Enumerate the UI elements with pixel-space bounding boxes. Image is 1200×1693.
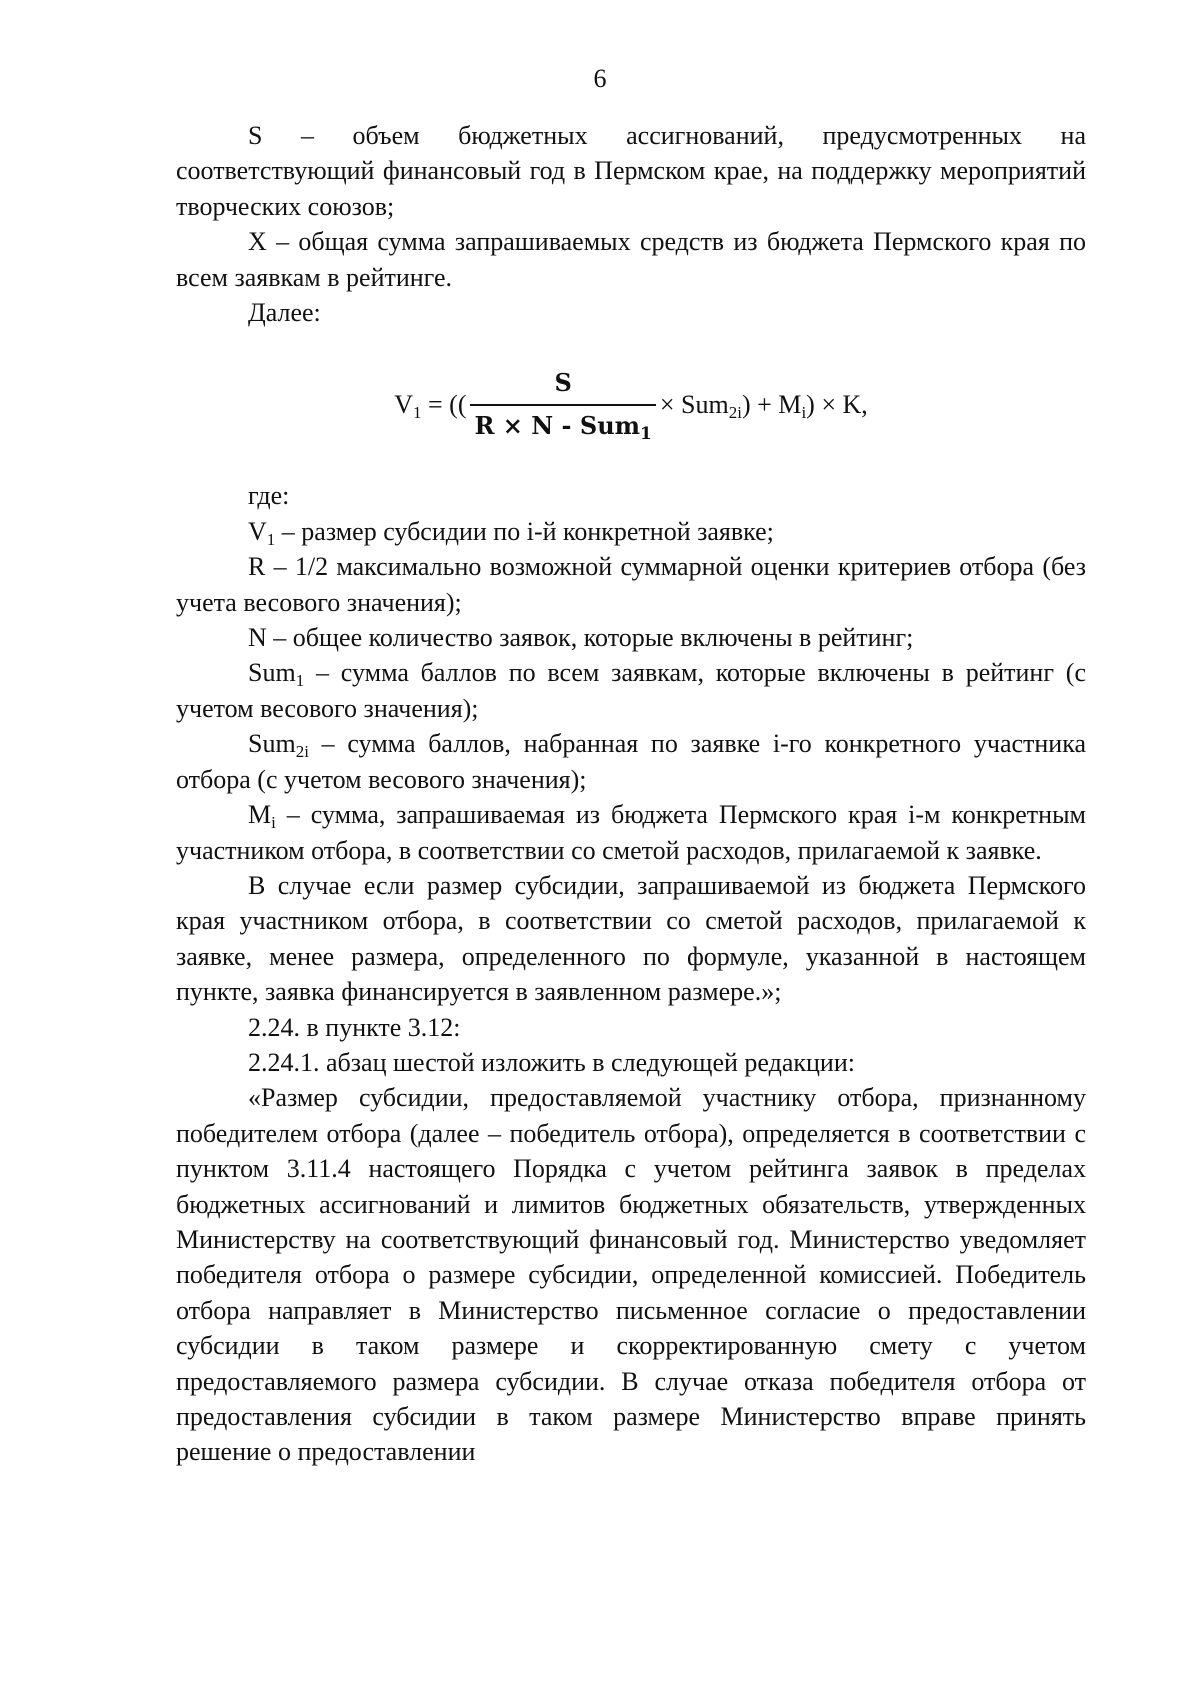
paragraph-item-2-24: 2.24. в пункте 3.12: bbox=[248, 1012, 461, 1042]
formula-lhs: $V_1$ = (( bbox=[394, 389, 467, 422]
paragraph-n-definition: N – общее количество заявок, которые включены в рейтинг; bbox=[248, 623, 914, 653]
subsidy-formula bbox=[176, 330, 1086, 478]
paragraph-sum2i-definition: Sum$_{2i}$ – сумма баллов, набранная по заявке i-го конкретного участника отбора (с учетом весового значения); bbox=[176, 729, 1086, 794]
paragraph-mi-definition: $M_i$ – сумма, запрашиваемая из бюджета Пермского края i-м конкретным участником отбора, в соответствии со сметой расходов, прилагаемой к заявке. bbox=[176, 800, 1086, 865]
paragraph-sum1-definition: Sum$_1$ – сумма баллов по всем заявкам, которые включены в рейтинг (с учетом весового значения); bbox=[176, 658, 1086, 723]
paragraph-r-definition: R – 1/2 максимально возможной суммарной оценки критериев отбора (без учета весового значения); bbox=[176, 552, 1086, 617]
paragraph-where: где: bbox=[248, 481, 290, 511]
paragraph-x-definition: X – общая сумма запрашиваемых средств из бюджета Пермского края по всем заявкам в рейтинге. bbox=[176, 227, 1086, 292]
document-body bbox=[176, 118, 1086, 1470]
formula-rhs: × $Sum_{2i}) + M_i) \times K$, bbox=[659, 389, 868, 422]
formula-denominator: R × N - Sum$_1$ bbox=[470, 404, 655, 443]
paragraph-small-request: В случае если размер субсидии, запрашиваемой из бюджета Пермского края участником отбора, в соответствии со сметой расходов, прилагаемой к заявке, менее размера, определенного по формуле, указанной в настоящем пункте, заявка финансируется в заявленном размере.»; bbox=[176, 870, 1086, 1007]
formula-fraction bbox=[470, 365, 655, 444]
paragraph-item-2-24-1: 2.24.1. абзац шестой изложить в следующей редакции: bbox=[248, 1047, 855, 1077]
paragraph-new-wording: «Размер субсидии, предоставляемой участнику отбора, признанному победителем отбора (далее – победитель отбора), определяется в соответствии с пунктом 3.11.4 настоящего Порядка с учетом рейтинга заявок в пределах бюджетных ассигнований и лимитов бюджетных обязательств, утвержденных Министерству на соответствующий финансовый год. Министерство уведомляет победителя отбора о размере субсидии, определенной комиссией. Победитель отбора направляет в Министерство письменное согласие о предоставлении субсидии в таком размере и скорректированную смету с учетом предоставляемого размера субсидии. В случае отказа победителя отбора от предоставления субсидии в таком размере Министерство вправе принять решение о предоставлении bbox=[176, 1083, 1086, 1467]
paragraph-further: Далее: bbox=[248, 298, 321, 328]
paragraph-s-definition: S – объем бюджетных ассигнований, предусмотренных на соответствующий финансовый год в Пермском крае, на поддержку мероприятий творческих союзов; bbox=[176, 121, 1086, 221]
formula-numerator: S bbox=[554, 368, 572, 398]
paragraph-v1-definition: $V_1$ – размер субсидии по i-й конкретной заявке; bbox=[248, 516, 774, 549]
page-number: 6 bbox=[593, 64, 607, 93]
